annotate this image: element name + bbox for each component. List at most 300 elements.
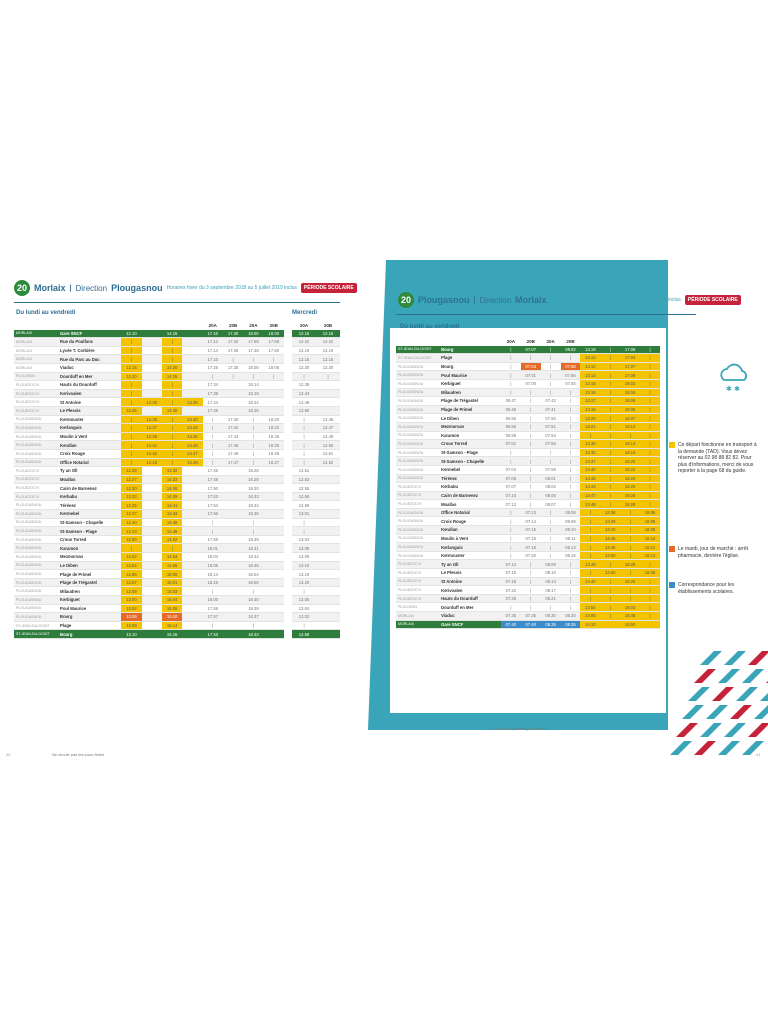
table-row bbox=[14, 570, 284, 579]
time-cell: | bbox=[600, 388, 620, 397]
time-cell: | bbox=[640, 500, 660, 509]
time-cell: | bbox=[162, 346, 182, 355]
time-cell bbox=[264, 389, 284, 398]
stop-name-cell: Karamon bbox=[58, 544, 121, 553]
time-cell: | bbox=[501, 508, 521, 517]
time-cell: 18.44 bbox=[243, 553, 263, 562]
stop-name-cell: Croix Rouge bbox=[439, 517, 501, 526]
stop-name-cell: Office Notarial bbox=[439, 508, 501, 517]
stop-name-cell: Kerbiguet bbox=[58, 596, 121, 605]
time-cell: | bbox=[541, 346, 561, 354]
commune-cell: PLOUGASNOU bbox=[396, 465, 439, 474]
header-cell bbox=[439, 338, 501, 346]
time-cell: 14.47 bbox=[182, 449, 202, 458]
stop-name-cell: St Antoine bbox=[439, 577, 501, 586]
time-cell: | bbox=[600, 448, 620, 457]
time-cell: | bbox=[640, 414, 660, 423]
time-cell: | bbox=[203, 424, 223, 433]
time-cell: 13.05 bbox=[121, 613, 141, 622]
time-cell: 12.51 bbox=[292, 467, 316, 476]
stripe-shape bbox=[736, 687, 758, 701]
time-cell: 13.42 bbox=[580, 474, 600, 483]
stop-name-cell: Mezmorvan bbox=[58, 553, 121, 562]
time-cell: | bbox=[162, 389, 182, 398]
commune-cell: PLOUGASNOU bbox=[396, 362, 439, 371]
time-cell: 14.39 bbox=[162, 492, 182, 501]
time-cell bbox=[182, 492, 202, 501]
time-cell: 07.55 bbox=[561, 379, 581, 388]
table-row bbox=[14, 510, 284, 519]
time-cell: 18.01 bbox=[203, 544, 223, 553]
time-cell: 12.53 bbox=[292, 475, 316, 484]
time-cell: | bbox=[203, 518, 223, 527]
time-cell bbox=[223, 381, 243, 390]
time-cell bbox=[264, 381, 284, 390]
time-cell: 14.48 bbox=[182, 458, 202, 467]
stop-name-cell: Hauts du Dourduff bbox=[439, 594, 501, 603]
time-cell: 12.59 bbox=[121, 587, 141, 596]
time-cell: 07.41 bbox=[541, 405, 561, 414]
stop-name-cell: St-Samson - Chapelle bbox=[439, 457, 501, 466]
time-cell: | bbox=[243, 432, 263, 441]
time-cell: | bbox=[521, 594, 541, 603]
time-cell bbox=[182, 527, 202, 536]
time-cell: | bbox=[561, 474, 581, 483]
decorative-stripes bbox=[660, 650, 768, 765]
commune-cell: PLOUGASNOU bbox=[14, 578, 58, 587]
time-cell: | bbox=[580, 543, 600, 552]
time-cell: | bbox=[600, 491, 620, 500]
time-cell bbox=[142, 475, 162, 484]
time-cell bbox=[223, 475, 243, 484]
table-row bbox=[292, 458, 340, 467]
commune-cell: PLOUGASNOU bbox=[396, 508, 439, 517]
time-cell bbox=[142, 561, 162, 570]
time-cell: | bbox=[600, 586, 620, 595]
time-cell: 07.06 bbox=[501, 474, 521, 483]
time-cell: | bbox=[600, 405, 620, 414]
time-cell: 07.07 bbox=[501, 483, 521, 492]
time-cell: 08.35 bbox=[541, 620, 561, 629]
time-cell bbox=[142, 630, 162, 639]
time-cell: | bbox=[600, 594, 620, 603]
time-cell bbox=[223, 587, 243, 596]
validity-text: Horaires hiver du 3 septembre 2018 au 5 juillet 2019 inclus bbox=[166, 285, 297, 291]
time-cell: 13.47 bbox=[580, 491, 600, 500]
line-number-badge: 20 bbox=[398, 292, 414, 308]
commune-cell: PLOUEZOC'H bbox=[396, 586, 439, 595]
time-cell bbox=[316, 553, 340, 562]
time-cell: 17.34 bbox=[203, 381, 223, 390]
time-cell: 13.15 bbox=[580, 379, 600, 388]
table-row bbox=[396, 397, 660, 406]
commune-cell: PLOUGASNOU bbox=[14, 449, 58, 458]
time-cell: | bbox=[264, 372, 284, 381]
time-cell: 17.54 bbox=[203, 501, 223, 510]
time-cell bbox=[264, 613, 284, 622]
time-cell: | bbox=[243, 449, 263, 458]
time-cell: 17.12 bbox=[203, 338, 223, 347]
time-cell bbox=[142, 467, 162, 476]
time-cell: 18.24 bbox=[243, 398, 263, 407]
table-row bbox=[292, 415, 340, 424]
time-cell: 12.22 bbox=[316, 338, 340, 347]
time-cell bbox=[182, 630, 202, 639]
time-cell: 18.34 bbox=[243, 501, 263, 510]
time-cell: 18.30 bbox=[243, 484, 263, 493]
table-row bbox=[396, 388, 660, 397]
time-cell: | bbox=[640, 491, 660, 500]
time-cell: | bbox=[561, 500, 581, 509]
time-cell: | bbox=[243, 587, 263, 596]
time-cell: 17.58 bbox=[264, 338, 284, 347]
commune-cell: PLOUGASNOU bbox=[14, 587, 58, 596]
time-cell: | bbox=[580, 517, 600, 526]
time-cell: | bbox=[162, 355, 182, 364]
time-cell bbox=[264, 587, 284, 596]
stop-name-cell: Ty an Oll bbox=[439, 560, 501, 569]
stop-name-cell: Moulin à Vent bbox=[58, 432, 121, 441]
time-cell: | bbox=[162, 398, 182, 407]
table-row bbox=[292, 570, 340, 579]
time-cell: 14.25 bbox=[162, 372, 182, 381]
time-cell: 13.20 bbox=[580, 414, 600, 423]
time-cell: 08.07 bbox=[541, 500, 561, 509]
time-cell: | bbox=[600, 474, 620, 483]
time-cell: 18.18 bbox=[243, 389, 263, 398]
table-row bbox=[292, 398, 340, 407]
time-cell: 18.28 bbox=[243, 475, 263, 484]
time-cell bbox=[142, 510, 162, 519]
commune-cell: PLOUGASNOU bbox=[396, 388, 439, 397]
time-cell: 18.33 bbox=[243, 630, 263, 639]
table-row bbox=[14, 587, 284, 596]
time-cell: | bbox=[501, 551, 521, 560]
time-cell: | bbox=[292, 449, 316, 458]
time-cell bbox=[316, 596, 340, 605]
time-cell: 18.16 bbox=[620, 448, 640, 457]
time-cell: | bbox=[501, 603, 521, 612]
left-page bbox=[0, 270, 378, 765]
legend-school bbox=[678, 582, 758, 595]
stop-name-cell: Rue du Poulfanc bbox=[58, 338, 121, 347]
time-cell: | bbox=[640, 354, 660, 363]
time-cell: 18.14 bbox=[640, 551, 660, 560]
time-cell: | bbox=[640, 422, 660, 431]
time-cell: | bbox=[521, 491, 541, 500]
time-cell: 14.45 bbox=[162, 518, 182, 527]
time-cell: 07.42 bbox=[541, 397, 561, 406]
time-cell: | bbox=[561, 354, 581, 363]
table-row bbox=[292, 596, 340, 605]
table-row bbox=[14, 518, 284, 527]
table-row bbox=[14, 596, 284, 605]
table-row bbox=[14, 406, 284, 415]
time-cell: | bbox=[121, 432, 141, 441]
stop-name-cell: Kerivoalen bbox=[58, 389, 121, 398]
time-cell bbox=[182, 389, 202, 398]
time-cell bbox=[142, 330, 162, 338]
time-cell: 12.50 bbox=[292, 406, 316, 415]
time-cell: 13.40 bbox=[580, 577, 600, 586]
header-cell: 20B bbox=[323, 323, 333, 329]
time-cell bbox=[142, 518, 162, 527]
time-cell: 18.06 bbox=[620, 397, 640, 406]
time-cell bbox=[223, 510, 243, 519]
stop-name-cell: Bourg bbox=[439, 346, 501, 354]
time-cell: 17.50 bbox=[264, 346, 284, 355]
time-cell: | bbox=[541, 354, 561, 363]
time-cell: 08.30 bbox=[561, 612, 581, 621]
time-cell: 14.33 bbox=[162, 475, 182, 484]
time-cell: | bbox=[580, 569, 600, 578]
time-cell: 12.26 bbox=[121, 467, 141, 476]
time-cell: 07.56 bbox=[541, 440, 561, 449]
time-cell: | bbox=[521, 354, 541, 363]
time-cell: 12.49 bbox=[316, 432, 340, 441]
time-cell bbox=[142, 372, 162, 381]
stop-name-cell: Kerbabu bbox=[439, 483, 501, 492]
time-cell: 12.10 bbox=[121, 330, 141, 338]
time-cell: 15.10 bbox=[162, 613, 182, 622]
time-cell: | bbox=[292, 587, 316, 596]
header-cell bbox=[580, 338, 600, 346]
time-cell: | bbox=[600, 379, 620, 388]
header-cell bbox=[162, 322, 182, 330]
timetable-spread bbox=[0, 270, 768, 765]
time-cell: 18.03 bbox=[620, 603, 640, 612]
stop-name-cell: Kermouster bbox=[439, 551, 501, 560]
time-cell: | bbox=[162, 449, 182, 458]
time-cell bbox=[316, 501, 340, 510]
time-cell: | bbox=[501, 346, 521, 354]
stripe-shape bbox=[742, 669, 764, 683]
table-row bbox=[14, 389, 284, 398]
time-cell: 18.27 bbox=[264, 458, 284, 467]
time-cell: 17.32 bbox=[223, 338, 243, 347]
time-cell: 14.30 bbox=[162, 406, 182, 415]
origin-name: Morlaix bbox=[34, 283, 66, 293]
stop-name-cell: Le Diben bbox=[58, 561, 121, 570]
time-cell: 14.40 bbox=[182, 415, 202, 424]
time-cell: | bbox=[521, 603, 541, 612]
commune-cell: PLOUGASNOU bbox=[14, 535, 58, 544]
time-cell: | bbox=[521, 577, 541, 586]
time-cell: 08.05 bbox=[541, 491, 561, 500]
time-cell: 07.14 bbox=[521, 517, 541, 526]
time-cell: 18.08 bbox=[640, 517, 660, 526]
validity-text: Horaires hiver du 3 septembre 2018 au 5 juillet 2019 inclus bbox=[550, 297, 681, 303]
table-row bbox=[14, 544, 284, 553]
stop-name-cell: Crous Torred bbox=[439, 440, 501, 449]
time-cell: 13.48 bbox=[600, 543, 620, 552]
time-cell: 18.09 bbox=[640, 526, 660, 535]
stop-name-cell: Kermouster bbox=[58, 415, 121, 424]
time-cell bbox=[142, 570, 162, 579]
time-cell bbox=[316, 570, 340, 579]
time-cell: | bbox=[561, 560, 581, 569]
time-cell: | bbox=[264, 355, 284, 364]
stripe-shape bbox=[730, 705, 752, 719]
time-cell: 07.58 bbox=[561, 362, 581, 371]
time-cell: | bbox=[561, 405, 581, 414]
time-cell: | bbox=[580, 586, 600, 595]
time-cell: | bbox=[600, 354, 620, 363]
table-row bbox=[396, 483, 660, 492]
time-cell: | bbox=[162, 432, 182, 441]
time-cell: 12.57 bbox=[121, 578, 141, 587]
time-cell: | bbox=[501, 448, 521, 457]
time-cell bbox=[142, 363, 162, 372]
time-cell bbox=[316, 510, 340, 519]
table-row bbox=[292, 441, 340, 450]
time-cell: 17.35 bbox=[223, 363, 243, 372]
time-cell: 12.52 bbox=[316, 458, 340, 467]
commune-cell: PLOUGASNOU bbox=[14, 432, 58, 441]
stop-name-cell: Kerivoalen bbox=[439, 586, 501, 595]
time-cell: 17.09 bbox=[620, 371, 640, 380]
time-cell: 14.36 bbox=[162, 484, 182, 493]
time-cell bbox=[182, 484, 202, 493]
time-cell: 14.56 bbox=[162, 561, 182, 570]
time-cell bbox=[182, 467, 202, 476]
time-cell: 07.40 bbox=[521, 620, 541, 629]
svg-text:✱ ✱: ✱ ✱ bbox=[726, 385, 740, 393]
header-cell bbox=[600, 338, 620, 346]
time-cell: 18.15 bbox=[203, 578, 223, 587]
table-row bbox=[14, 432, 284, 441]
time-cell: 13.50 bbox=[600, 569, 620, 578]
header-cell bbox=[396, 338, 439, 346]
header-cell bbox=[640, 338, 660, 346]
table-row bbox=[396, 508, 660, 517]
time-cell: | bbox=[541, 457, 561, 466]
time-cell: 14.52 bbox=[162, 535, 182, 544]
time-cell: 07.35 bbox=[501, 612, 521, 621]
header-rule bbox=[396, 314, 696, 315]
weekday-table bbox=[14, 322, 284, 639]
time-cell: | bbox=[521, 414, 541, 423]
table-row bbox=[292, 621, 340, 630]
stop-name-cell: Kerlanguis bbox=[58, 424, 121, 433]
time-cell: 12.19 bbox=[316, 346, 340, 355]
table-row bbox=[396, 422, 660, 431]
table-row bbox=[396, 500, 660, 509]
table-row bbox=[14, 355, 284, 364]
header-cell: 20A bbox=[546, 339, 555, 345]
time-cell: | bbox=[561, 569, 581, 578]
time-cell: 18.30 bbox=[640, 569, 660, 578]
time-cell: | bbox=[521, 422, 541, 431]
time-cell: 17.38 bbox=[203, 389, 223, 398]
time-cell: | bbox=[600, 577, 620, 586]
time-cell: | bbox=[243, 518, 263, 527]
table-row bbox=[396, 465, 660, 474]
stop-name-cell: Mezmorvan bbox=[439, 422, 501, 431]
time-cell: 18.33 bbox=[243, 492, 263, 501]
time-cell bbox=[223, 484, 243, 493]
table-row bbox=[396, 569, 660, 578]
time-cell: | bbox=[620, 431, 640, 440]
time-cell: | bbox=[162, 338, 182, 347]
time-cell: | bbox=[640, 431, 660, 440]
time-cell: 18.25 bbox=[620, 483, 640, 492]
time-cell: 15.01 bbox=[162, 578, 182, 587]
time-cell: | bbox=[243, 621, 263, 630]
table-row bbox=[292, 518, 340, 527]
time-cell bbox=[142, 355, 162, 364]
time-cell: | bbox=[162, 424, 182, 433]
stop-name-cell: Poul Maurice bbox=[58, 604, 121, 613]
table-row bbox=[396, 534, 660, 543]
time-cell: 12.49 bbox=[292, 398, 316, 407]
table-row bbox=[14, 415, 284, 424]
time-cell: 18.05 bbox=[620, 405, 640, 414]
time-cell bbox=[223, 527, 243, 536]
time-cell: 18.26 bbox=[243, 467, 263, 476]
time-cell: | bbox=[561, 440, 581, 449]
time-cell: | bbox=[561, 483, 581, 492]
time-cell bbox=[142, 406, 162, 415]
time-cell: | bbox=[292, 621, 316, 630]
time-cell: 14.48 bbox=[162, 527, 182, 536]
stop-name-cell: Kerbiguet bbox=[439, 379, 501, 388]
time-cell: | bbox=[521, 457, 541, 466]
time-cell: 18.14 bbox=[243, 381, 263, 390]
time-cell bbox=[182, 346, 202, 355]
time-cell bbox=[264, 544, 284, 553]
table-row bbox=[396, 379, 660, 388]
table-row bbox=[14, 338, 284, 347]
table-row bbox=[396, 594, 660, 603]
time-cell bbox=[600, 620, 620, 629]
table-row bbox=[396, 620, 660, 629]
commune-cell: MORLAIX bbox=[396, 612, 439, 621]
time-cell: | bbox=[561, 397, 581, 406]
time-cell bbox=[142, 553, 162, 562]
header-cell: 20A bbox=[249, 323, 258, 329]
time-cell: 07.12 bbox=[501, 500, 521, 509]
time-cell: | bbox=[580, 508, 600, 517]
time-cell: 12.30 bbox=[316, 363, 340, 372]
time-cell: | bbox=[640, 405, 660, 414]
time-cell: | bbox=[541, 448, 561, 457]
time-cell: | bbox=[600, 457, 620, 466]
time-cell: 18.04 bbox=[203, 553, 223, 562]
table-row bbox=[292, 492, 340, 501]
time-cell: 08.09 bbox=[541, 560, 561, 569]
separator: | bbox=[69, 284, 72, 292]
time-cell: 13.02 bbox=[292, 613, 316, 622]
stop-name-cell: Plage de Trégastel bbox=[439, 397, 501, 406]
time-cell: | bbox=[292, 415, 316, 424]
time-cell: 18.37 bbox=[243, 613, 263, 622]
time-cell: 14.32 bbox=[162, 467, 182, 476]
table-row bbox=[14, 604, 284, 613]
table-row bbox=[292, 338, 340, 347]
time-cell: | bbox=[640, 594, 660, 603]
time-cell: 07.01 bbox=[521, 371, 541, 380]
time-cell: 12.43 bbox=[142, 458, 162, 467]
time-cell bbox=[182, 501, 202, 510]
time-cell: | bbox=[600, 500, 620, 509]
time-cell bbox=[142, 544, 162, 553]
time-cell: 07.18 bbox=[501, 577, 521, 586]
time-cell: 17.36 bbox=[223, 346, 243, 355]
legend-school-text: Correspondance pour les établissements scolaires. bbox=[678, 582, 735, 595]
time-cell: | bbox=[640, 577, 660, 586]
time-cell bbox=[264, 518, 284, 527]
